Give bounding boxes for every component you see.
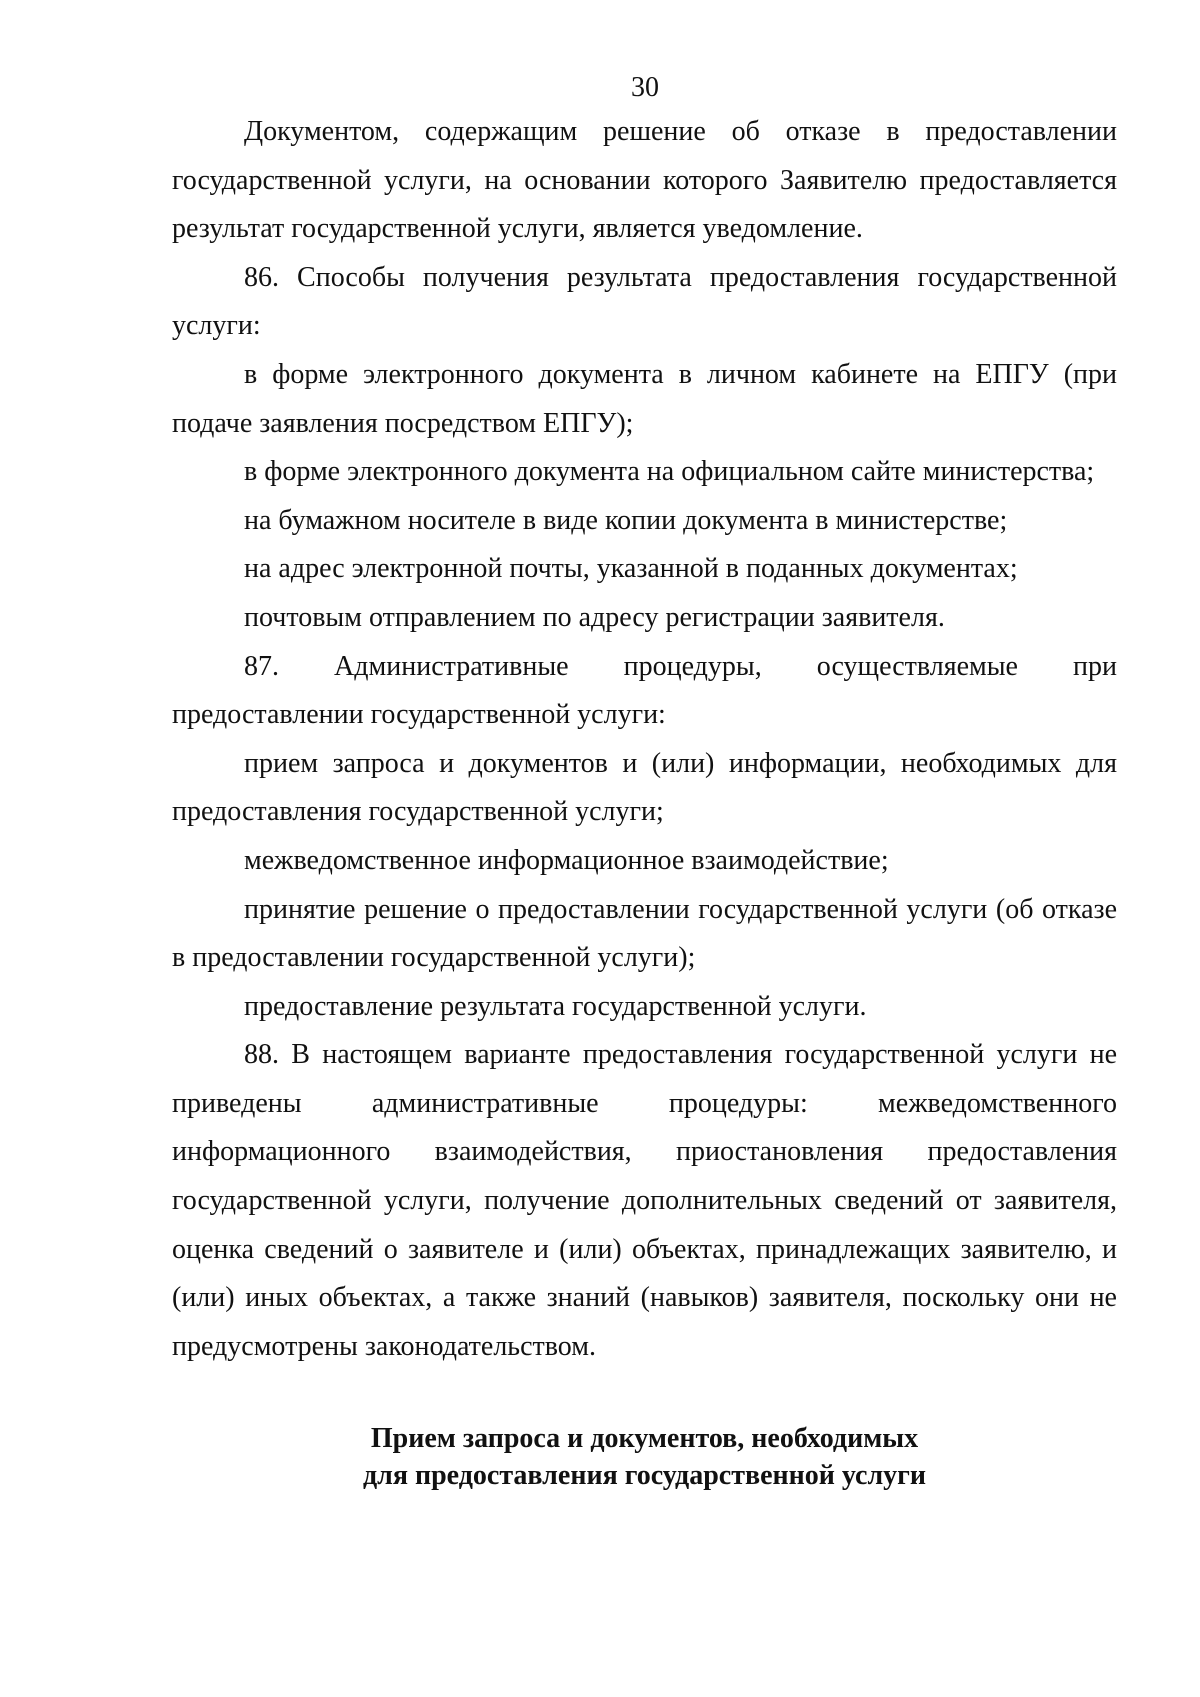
section-heading-line-2: для предоставления государственной услуги [362,1460,927,1491]
list-item-decision: принятие решение о предоставлении государственной услуги (об отказе в предоставлении государственной услуги); [172,893,1117,974]
paragraph-86-methods: 86. Способы получения результата предоставления государственной услуги: [172,261,1117,342]
paragraph-result-refusal: Документом, содержащим решение об отказе в предоставлении государственной услуги, на основании которого Заявителю предоставляется результат государственной услуги, является уведомление. [172,116,1117,245]
list-item-request-intake: прием запроса и документов и (или) информации, необходимых для предоставления государственной услуги; [172,747,1117,828]
list-item-email: на адрес электронной почты, указанной в поданных документах; [244,553,1018,585]
paragraph-87-procedures: 87. Административные процедуры, осуществляемые при предоставлении государственной услуги: [172,650,1117,731]
list-item-result-delivery: предоставление результата государственной услуги. [244,990,867,1022]
section-heading [172,1420,1117,1494]
list-item-interagency: межведомственное информационное взаимодействие; [244,844,889,876]
list-item-paper-copy: на бумажном носителе в виде копии документа в министерстве; [244,504,1008,536]
list-item-postal: почтовым отправлением по адресу регистрации заявителя. [244,601,945,633]
list-item-epgu-cabinet: в форме электронного документа в личном кабинете на ЕПГУ (при подаче заявления посредством ЕПГУ); [172,358,1117,439]
list-item-official-site: в форме электронного документа на официальном сайте министерства; [244,456,1095,488]
section-heading-line-1: Прием запроса и документов, необходимых [370,1423,919,1454]
document-body [172,108,1117,1371]
page-number: 30 [631,72,659,103]
paragraph-88-exclusions: 88. В настоящем варианте предоставления государственной услуги не приведены административные процедуры: межведомственного информационного взаимодействия, приостановления предоставления государственной услуги, получение дополнительных сведений от заявителя, оценка сведений о заявителе и (или) объектах, принадлежащих заявителю, и (или) иных объектах, а также знаний (навыков) заявителя, поскольку они не предусмотрены законодательством. [172,1039,1117,1362]
